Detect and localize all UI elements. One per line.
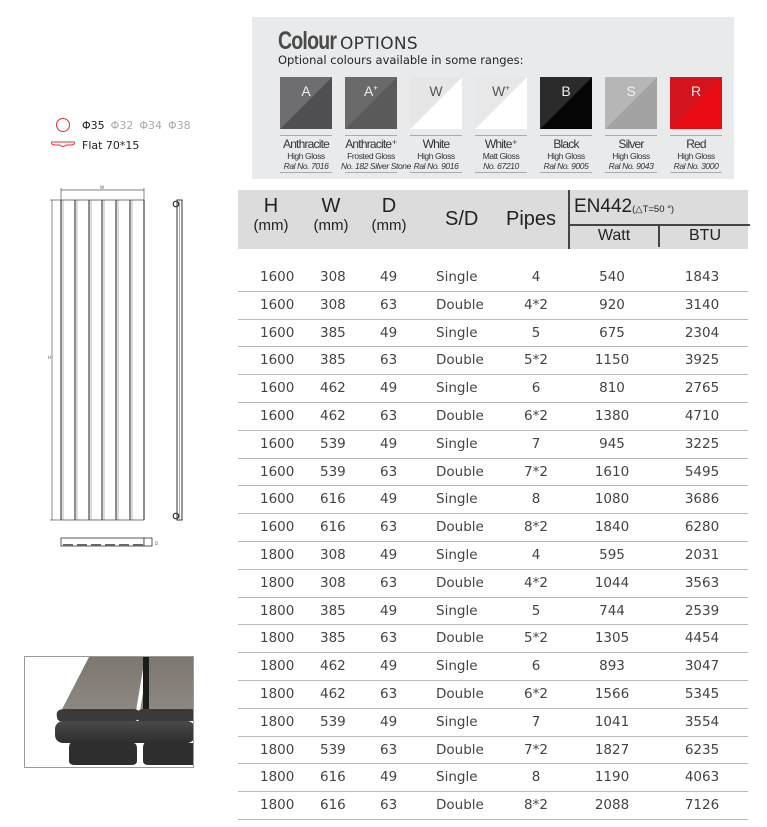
cell-depth: 49 (380, 546, 398, 563)
table-row (238, 598, 748, 626)
cell-single-double: Double (436, 630, 484, 647)
output-table-body (238, 264, 748, 820)
cell-depth: 63 (380, 741, 398, 758)
col-header-width: W (mm) (313, 195, 349, 234)
cell-width: 616 (320, 797, 346, 814)
cell-height: 1800 (260, 685, 295, 702)
cell-btu: 3140 (684, 296, 720, 313)
swatch-name: Anthracite (282, 137, 330, 151)
cell-height: 1800 (260, 658, 295, 675)
cell-btu: 6235 (684, 741, 720, 758)
cell-pipes: 8 (531, 769, 541, 786)
swatch-color-chip (605, 77, 657, 129)
swatch-divider (410, 172, 462, 173)
swatch-list (276, 77, 726, 177)
cell-btu: 1843 (684, 269, 720, 285)
pipe-profile-legend (50, 115, 197, 155)
cell-btu: 7126 (684, 797, 720, 814)
cell-watt: 1380 (594, 407, 630, 424)
cell-width: 308 (320, 269, 346, 285)
cell-btu: 6280 (684, 519, 720, 536)
swatch-name: White⁺ (484, 137, 518, 151)
cell-width: 616 (320, 491, 346, 508)
swatch-ral-code: Ral No. 3000 (673, 161, 719, 171)
cell-width: 385 (320, 324, 346, 341)
table-row (238, 320, 748, 348)
cell-height: 1800 (260, 602, 295, 619)
swatch-divider (670, 135, 722, 136)
cell-height: 1600 (260, 407, 295, 424)
cell-width: 308 (320, 546, 346, 563)
cell-single-double: Single (436, 602, 478, 619)
radiator-technical-drawing (20, 180, 220, 560)
swatch-divider (345, 135, 397, 136)
cell-depth: 49 (380, 658, 398, 675)
colour-swatch-white (406, 77, 466, 173)
table-row (238, 737, 748, 765)
cell-pipes: 5*2 (524, 352, 548, 369)
cell-height: 1600 (260, 463, 295, 480)
swatch-letter: R (690, 83, 702, 99)
cell-watt: 1044 (594, 574, 630, 591)
cell-btu: 4454 (684, 630, 720, 647)
table-row (238, 375, 748, 403)
svg-text:H: H (48, 355, 52, 360)
cell-height: 1600 (260, 269, 295, 285)
cell-pipes: 8 (531, 491, 541, 508)
cell-height: 1600 (260, 380, 295, 397)
cell-height: 1600 (260, 519, 295, 536)
cell-pipes: 4 (531, 546, 541, 563)
cell-watt: 1840 (594, 519, 630, 536)
cell-single-double: Double (436, 463, 484, 480)
swatch-color-chip (280, 77, 332, 129)
cell-watt: 810 (599, 380, 625, 397)
cell-watt: 744 (599, 602, 625, 619)
cell-pipes: 4 (531, 269, 541, 285)
swatch-finish: High Gloss (612, 151, 650, 161)
cell-height: 1600 (260, 435, 295, 452)
col-header-pipes: Pipes (506, 208, 557, 230)
swatch-divider (605, 135, 657, 136)
output-table-header (238, 190, 748, 249)
cell-height: 1600 (260, 352, 295, 369)
cell-depth: 63 (380, 352, 398, 369)
cell-width: 308 (320, 574, 346, 591)
swatch-color-chip (670, 77, 722, 129)
colour-swatch-red (666, 77, 726, 173)
cell-btu: 3686 (684, 491, 720, 508)
selected-diameter: Φ35 (82, 118, 105, 132)
swatch-ral-code: No. 182 Silver Stone (341, 161, 411, 171)
cell-single-double: Double (436, 519, 484, 536)
flat-profile-label: Flat 70*15 (82, 138, 140, 152)
cell-watt: 893 (599, 658, 625, 675)
cell-width: 616 (320, 769, 346, 786)
swatch-ral-code: Ral No. 9005 (543, 161, 589, 171)
table-row (238, 347, 748, 375)
svg-text:D: D (155, 541, 159, 546)
cell-width: 539 (320, 435, 346, 452)
col-header-single-double: S/D (445, 208, 479, 230)
cell-pipes: 4*2 (524, 296, 548, 313)
cell-width: 462 (320, 685, 346, 702)
cell-btu: 2031 (684, 546, 720, 563)
table-row (238, 542, 748, 570)
cell-btu: 4710 (684, 407, 720, 424)
swatch-ral-code: Ral No. 9016 (413, 161, 459, 171)
swatch-color-chip (345, 77, 397, 129)
cell-pipes: 8*2 (524, 519, 548, 536)
cell-watt: 1041 (594, 713, 630, 730)
cell-width: 462 (320, 380, 346, 397)
round-pipe-options (50, 115, 197, 135)
swatch-color-chip (540, 77, 592, 129)
cell-width: 616 (320, 519, 346, 536)
colour-options-title (278, 27, 418, 56)
cell-btu: 4063 (684, 769, 720, 786)
cell-single-double: Double (436, 296, 484, 313)
table-row (238, 792, 748, 820)
cell-single-double: Single (436, 380, 478, 397)
cell-single-double: Double (436, 352, 484, 369)
swatch-divider (605, 172, 657, 173)
swatch-ral-code: Ral No. 7016 (283, 161, 329, 171)
cell-width: 385 (320, 352, 346, 369)
en442-header-group (568, 190, 748, 249)
cell-btu: 3047 (684, 658, 720, 675)
colour-swatch-black (536, 77, 596, 173)
cell-single-double: Double (436, 407, 484, 424)
diameter-option: Φ32 (110, 118, 134, 132)
cell-single-double: Double (436, 797, 484, 814)
swatch-color-chip (475, 77, 527, 129)
cell-depth: 63 (380, 630, 398, 647)
col-header-btu: BTU (689, 227, 721, 244)
cell-width: 462 (320, 658, 346, 675)
cell-single-double: Single (436, 435, 478, 452)
table-row (238, 486, 748, 514)
colour-swatch-silver (601, 77, 661, 173)
table-row (238, 514, 748, 542)
table-row (238, 431, 748, 459)
cell-pipes: 8*2 (524, 797, 548, 814)
cell-width: 308 (320, 296, 346, 313)
cell-single-double: Single (436, 713, 478, 730)
cell-pipes: 5 (531, 602, 541, 619)
cell-pipes: 5*2 (524, 630, 548, 647)
swatch-name: Anthracite⁺ (345, 137, 397, 151)
swatch-letter: W+ (492, 83, 510, 99)
swatch-finish: High Gloss (417, 151, 455, 161)
flat-tube-closeup-photo (24, 656, 194, 768)
table-row (238, 264, 748, 292)
colour-swatch-white-plus (471, 77, 531, 173)
cell-btu: 3225 (684, 435, 720, 452)
table-row (238, 459, 748, 487)
cell-single-double: Single (436, 491, 478, 508)
colour-swatch-anthracite-plus (341, 77, 411, 173)
cell-watt: 1610 (594, 463, 630, 480)
cell-depth: 63 (380, 574, 398, 591)
cell-pipes: 6*2 (524, 407, 548, 424)
cell-btu: 3554 (684, 713, 720, 730)
table-row (238, 709, 748, 737)
diameter-option: Φ34 (139, 118, 162, 132)
circle-outline-icon (50, 118, 76, 132)
cell-height: 1800 (260, 713, 295, 730)
title-light: OPTIONS (340, 34, 419, 54)
cell-depth: 49 (380, 491, 398, 508)
swatch-divider (475, 172, 527, 173)
cell-pipes: 7 (531, 713, 541, 730)
diameter-option: Φ38 (167, 118, 191, 132)
table-row (238, 764, 748, 792)
cell-watt: 1566 (594, 685, 630, 702)
cell-single-double: Single (436, 658, 478, 675)
swatch-finish: High Gloss (547, 151, 585, 161)
table-row (238, 292, 748, 320)
cell-watt: 945 (599, 435, 625, 452)
swatch-color-chip (410, 77, 462, 129)
col-header-watt: Watt (597, 227, 631, 244)
cell-btu: 2765 (684, 380, 720, 397)
swatch-divider (475, 135, 527, 136)
cell-pipes: 7 (531, 435, 541, 452)
cell-width: 539 (320, 713, 346, 730)
cell-pipes: 5 (531, 324, 541, 341)
swatch-divider (670, 172, 722, 173)
swatch-divider (410, 135, 462, 136)
col-header-depth: D (mm) (371, 195, 407, 234)
swatch-divider (280, 172, 332, 173)
swatch-name: White (422, 137, 450, 151)
cell-single-double: Double (436, 574, 484, 591)
cell-single-double: Single (436, 269, 478, 285)
cell-btu: 2539 (684, 602, 720, 619)
flat-tube-profile-icon (50, 140, 76, 150)
cell-height: 1800 (260, 574, 295, 591)
cell-height: 1800 (260, 797, 295, 814)
table-row (238, 403, 748, 431)
cell-depth: 63 (380, 296, 398, 313)
cell-watt: 1305 (594, 630, 630, 647)
cell-watt: 920 (599, 296, 625, 313)
col-header-height: H (mm) (253, 195, 289, 234)
cell-watt: 1150 (594, 352, 630, 369)
swatch-finish: Matt Gloss (482, 151, 520, 161)
cell-depth: 49 (380, 269, 398, 285)
cell-btu: 3563 (684, 574, 720, 591)
cell-width: 539 (320, 463, 346, 480)
cell-pipes: 6*2 (524, 685, 548, 702)
swatch-letter: A (301, 83, 311, 99)
cell-depth: 49 (380, 435, 398, 452)
cell-height: 1600 (260, 491, 295, 508)
swatch-divider (280, 135, 332, 136)
cell-btu: 5495 (684, 463, 720, 480)
swatch-ral-code: No. 67210 (483, 161, 519, 171)
cell-btu: 3925 (684, 352, 720, 369)
svg-text:W: W (100, 185, 104, 190)
cell-single-double: Single (436, 769, 478, 786)
table-row (238, 653, 748, 681)
cell-single-double: Single (436, 546, 478, 563)
swatch-name: Red (686, 137, 706, 151)
cell-height: 1800 (260, 741, 295, 758)
cell-pipes: 7*2 (524, 463, 548, 480)
cell-depth: 49 (380, 713, 398, 730)
cell-pipes: 4*2 (524, 574, 548, 591)
cell-watt: 1190 (594, 769, 630, 786)
cell-depth: 49 (380, 602, 398, 619)
colour-options-panel (252, 17, 734, 179)
swatch-letter: W (429, 83, 443, 99)
swatch-finish: Frosted Gloss (347, 151, 395, 161)
cell-height: 1800 (260, 630, 295, 647)
cell-width: 385 (320, 602, 346, 619)
cell-single-double: Double (436, 685, 484, 702)
swatch-name: Black (553, 137, 579, 151)
cell-btu: 5345 (684, 685, 720, 702)
title-bold: Colour (278, 27, 337, 55)
cell-depth: 63 (380, 463, 398, 480)
header-divider (570, 224, 750, 226)
flat-pipe-option (50, 135, 197, 155)
cell-height: 1600 (260, 324, 295, 341)
cell-watt: 1080 (594, 491, 630, 508)
cell-depth: 49 (380, 380, 398, 397)
cell-height: 1800 (260, 546, 295, 563)
swatch-finish: High Gloss (287, 151, 325, 161)
cell-watt: 595 (599, 546, 625, 563)
cell-watt: 540 (599, 269, 625, 285)
cell-width: 385 (320, 630, 346, 647)
cell-watt: 2088 (594, 797, 630, 814)
cell-depth: 63 (380, 407, 398, 424)
cell-depth: 63 (380, 797, 398, 814)
en442-title: EN442(△T=50 °) (574, 196, 675, 217)
table-row (238, 681, 748, 709)
cell-watt: 675 (599, 324, 625, 341)
cell-depth: 63 (380, 685, 398, 702)
swatch-ral-code: Ral No. 9043 (608, 161, 654, 171)
swatch-divider (345, 172, 397, 173)
cell-pipes: 7*2 (524, 741, 548, 758)
swatch-letter: B (561, 83, 571, 99)
cell-watt: 1827 (594, 741, 630, 758)
cell-height: 1800 (260, 769, 295, 786)
cell-pipes: 6 (531, 380, 541, 397)
colour-swatch-anthracite (276, 77, 336, 173)
swatch-finish: High Gloss (677, 151, 715, 161)
cell-btu: 2304 (684, 324, 720, 341)
swatch-name: Silver (618, 137, 644, 151)
swatch-letter: A+ (363, 83, 378, 99)
cell-width: 462 (320, 407, 346, 424)
cell-depth: 49 (380, 324, 398, 341)
cell-pipes: 6 (531, 658, 541, 675)
cell-depth: 63 (380, 519, 398, 536)
cell-depth: 49 (380, 769, 398, 786)
swatch-letter: S (626, 83, 636, 99)
cell-single-double: Double (436, 741, 484, 758)
swatch-divider (540, 172, 592, 173)
cell-height: 1600 (260, 296, 295, 313)
cell-width: 539 (320, 741, 346, 758)
swatch-divider (540, 135, 592, 136)
table-row (238, 570, 748, 598)
cell-single-double: Single (436, 324, 478, 341)
table-row (238, 625, 748, 653)
colour-options-subtitle: Optional colours available in some ranges: (278, 53, 524, 67)
